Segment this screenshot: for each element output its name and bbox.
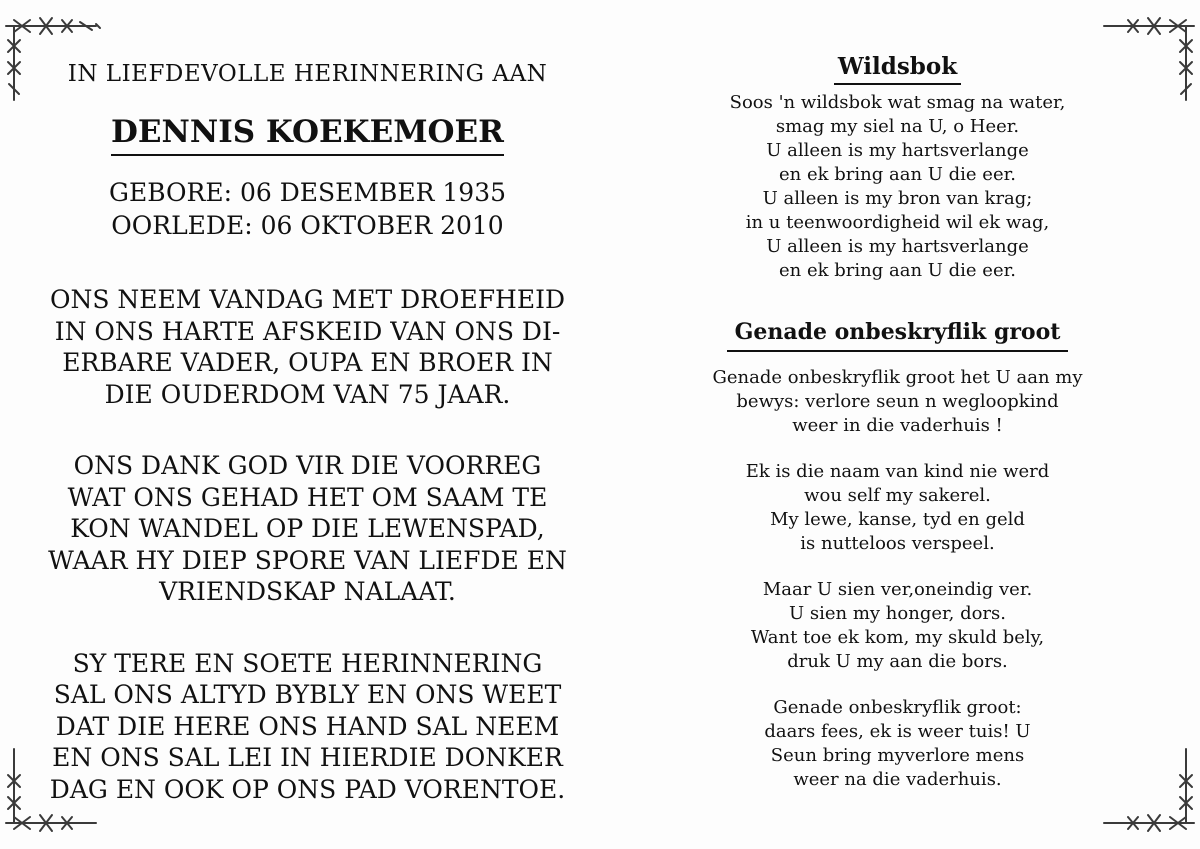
deceased-name: DENNIS KOEKEMOER bbox=[111, 112, 504, 156]
poem-line: bewys: verlore seun n wegloopkind bbox=[736, 391, 1059, 412]
poem-line: U alleen is my bron van krag; bbox=[762, 188, 1033, 209]
poem-line: Want toe ek kom, my skuld bely, bbox=[750, 627, 1045, 648]
poem-stanza bbox=[660, 460, 1135, 556]
paragraph-line: KON WANDEL OP DIE LEWENSPAD, bbox=[70, 514, 545, 543]
memorial-paragraph bbox=[30, 648, 585, 806]
paragraph-line: VRIENDSKAP NALAAT. bbox=[159, 577, 456, 606]
poem-line: Ek is die naam van kind nie werd bbox=[745, 461, 1050, 482]
memorial-paragraph bbox=[30, 284, 585, 410]
poem-stanza bbox=[660, 696, 1135, 792]
poems-panel bbox=[660, 52, 1135, 792]
poem-line: U alleen is my hartsverlange bbox=[766, 140, 1029, 161]
paragraph-line: ONS DANK GOD VIR DIE VOORREG bbox=[73, 451, 542, 480]
death-date: OORLEDE: 06 OKTOBER 2010 bbox=[111, 211, 504, 240]
poem-genade bbox=[660, 366, 1135, 792]
poem-line: My lewe, kanse, tyd en geld bbox=[770, 509, 1025, 530]
poem-line: is nutteloos verspeel. bbox=[800, 533, 995, 554]
poem-title-wrap bbox=[660, 52, 1135, 85]
poem-line: weer in die vaderhuis ! bbox=[792, 415, 1003, 436]
memorial-paragraph bbox=[30, 450, 585, 608]
paragraph-line: SY TERE EN SOETE HERINNERING bbox=[72, 648, 543, 678]
paragraph-line: IN ONS HARTE AFSKEID VAN ONS DI- bbox=[54, 316, 561, 346]
birth-date: GEBORE: 06 DESEMBER 1935 bbox=[108, 178, 507, 207]
poem-wildsbok bbox=[660, 91, 1135, 283]
poem-line: Soos 'n wildsbok wat smag na water, bbox=[729, 92, 1066, 113]
poem-line: smag my siel na U, o Heer. bbox=[775, 116, 1020, 137]
poem-line: U sien my honger, dors. bbox=[788, 603, 1006, 624]
paragraph-line: DAG EN OOK OP ONS PAD VORENTOE. bbox=[49, 774, 566, 804]
poem-title-genade: Genade onbeskryflik groot bbox=[727, 317, 1069, 352]
poem-line: en ek bring aan U die eer. bbox=[779, 260, 1016, 281]
poem-stanza bbox=[660, 578, 1135, 674]
life-dates bbox=[30, 176, 585, 242]
poem-line: en ek bring aan U die eer. bbox=[779, 164, 1016, 185]
poem-line: daars fees, ek is weer tuis! U bbox=[764, 721, 1031, 742]
paragraph-line: WAT ONS GEHAD HET OM SAAM TE bbox=[67, 482, 548, 512]
poem-line: Maar U sien ver,oneindig ver. bbox=[762, 579, 1033, 600]
paragraph-line: SAL ONS ALTYD BYBLY EN ONS WEET bbox=[53, 680, 562, 709]
paragraph-line: DAT DIE HERE ONS HAND SAL NEEM bbox=[55, 711, 560, 741]
poem-line: Genade onbeskryflik groot het U aan my bbox=[712, 367, 1083, 388]
poem-line: wou self my sakerel. bbox=[804, 485, 991, 506]
paragraph-line: ONS NEEM VANDAG MET DROEFHEID bbox=[49, 285, 566, 314]
poem-line: weer na die vaderhuis. bbox=[793, 769, 1002, 790]
memorial-panel bbox=[30, 58, 585, 805]
poem-line: U alleen is my hartsverlange bbox=[766, 236, 1029, 257]
paragraph-line: EN ONS SAL LEI IN HIERDIE DONKER bbox=[52, 743, 563, 772]
name-wrap bbox=[30, 90, 585, 156]
poem-line: Genade onbeskryflik groot: bbox=[773, 697, 1022, 718]
paragraph-line: ERBARE VADER, OUPA EN BROER IN bbox=[62, 348, 553, 377]
poem-stanza bbox=[660, 366, 1135, 438]
poem-title-wrap bbox=[660, 317, 1135, 352]
dedication-heading: IN LIEFDEVOLLE HERINNERING AAN bbox=[67, 61, 548, 87]
poem-line: druk U my aan die bors. bbox=[787, 651, 1008, 672]
poem-title-wildsbok: Wildsbok bbox=[834, 52, 961, 85]
poem-line: Seun bring myverlore mens bbox=[770, 745, 1025, 766]
poem-line: in u teenwoordigheid wil ek wag, bbox=[745, 212, 1050, 233]
paragraph-line: DIE OUDERDOM VAN 75 JAAR. bbox=[104, 379, 511, 409]
paragraph-line: WAAR HY DIEP SPORE VAN LIEFDE EN bbox=[48, 545, 567, 575]
